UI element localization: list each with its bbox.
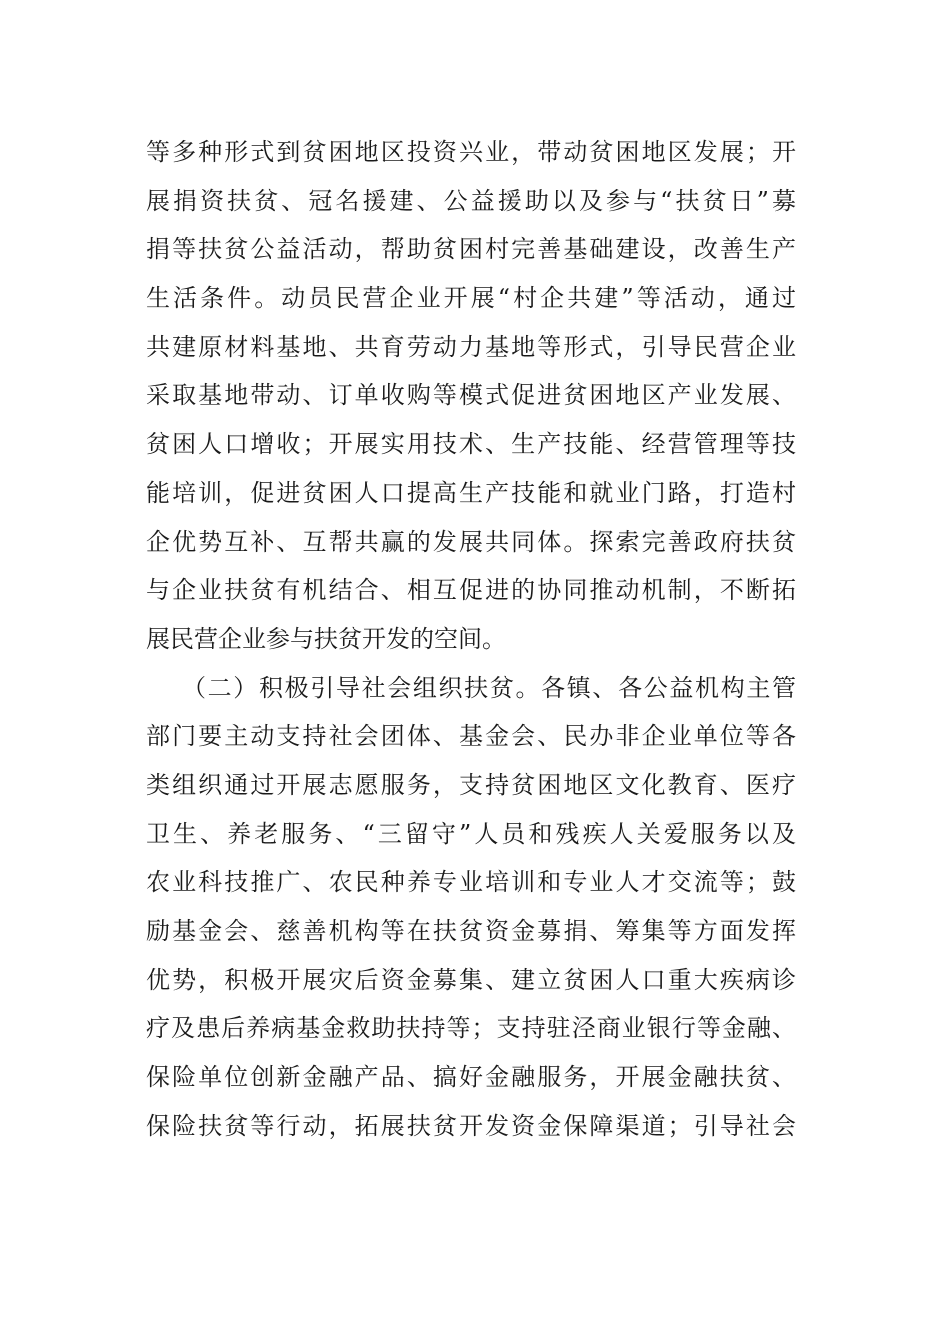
paragraph-line: 采取基地带动、订单收购等模式促进贫困地区产业发展、 [146, 381, 796, 410]
paragraph-line: 能培训，促进贫困人口提高生产技能和就业门路，打造村 [146, 478, 796, 507]
paragraph-line: 卫生、养老服务、“三留守”人员和残疾人关爱服务以及 [146, 819, 796, 848]
paragraph-line: 疗及患后养病基金救助扶持等；支持驻泾商业银行等金融、 [146, 1014, 796, 1043]
paragraph-line: 企优势互补、互帮共赢的发展共同体。探索完善政府扶贫 [146, 527, 796, 556]
paragraph-line: 部门要主动支持社会团体、基金会、民办非企业单位等各 [146, 722, 796, 751]
paragraph-line: 励基金会、慈善机构等在扶贫资金募捐、筹集等方面发挥 [146, 917, 796, 945]
paragraph-line: 与企业扶贫有机结合、相互促进的协同推动机制，不断拓 [146, 576, 796, 605]
paragraph-line: 共建原材料基地、共育劳动力基地等形式，引导民营企业 [146, 332, 796, 361]
paragraph-line: 贫困人口增收；开展实用技术、生产技能、经营管理等技 [146, 430, 796, 459]
paragraph-line: 农业科技推广、农民种养专业培训和专业人才交流等；鼓 [146, 868, 796, 897]
paragraph-line: 展捐资扶贫、冠名援建、公益援助以及参与“扶贫日”募 [146, 186, 796, 215]
paragraph-line: 类组织通过开展志愿服务，支持贫困地区文化教育、医疗 [146, 770, 796, 799]
paragraph-line: （二）积极引导社会组织扶贫。各镇、各公益机构主管 [182, 673, 796, 702]
paragraph-line: 展民营企业参与扶贫开发的空间。 [146, 624, 506, 653]
paragraph-line: 捐等扶贫公益活动，帮助贫困村完善基础建设，改善生产 [146, 235, 796, 264]
paragraph-line: 保险扶贫等行动，拓展扶贫开发资金保障渠道；引导社会 [146, 1111, 796, 1140]
paragraph-2 [146, 664, 796, 1151]
paragraph-line: 优势，积极开展灾后资金募集、建立贫困人口重大疾病诊 [146, 965, 796, 994]
document-body [146, 128, 796, 1150]
paragraph-line: 等多种形式到贫困地区投资兴业，带动贫困地区发展；开 [146, 138, 796, 166]
paragraph-line: 保险单位创新金融产品、搞好金融服务，开展金融扶贫、 [146, 1063, 796, 1092]
paragraph-1 [146, 128, 796, 664]
paragraph-line: 生活条件。动员民营企业开展“村企共建”等活动，通过 [146, 284, 796, 313]
